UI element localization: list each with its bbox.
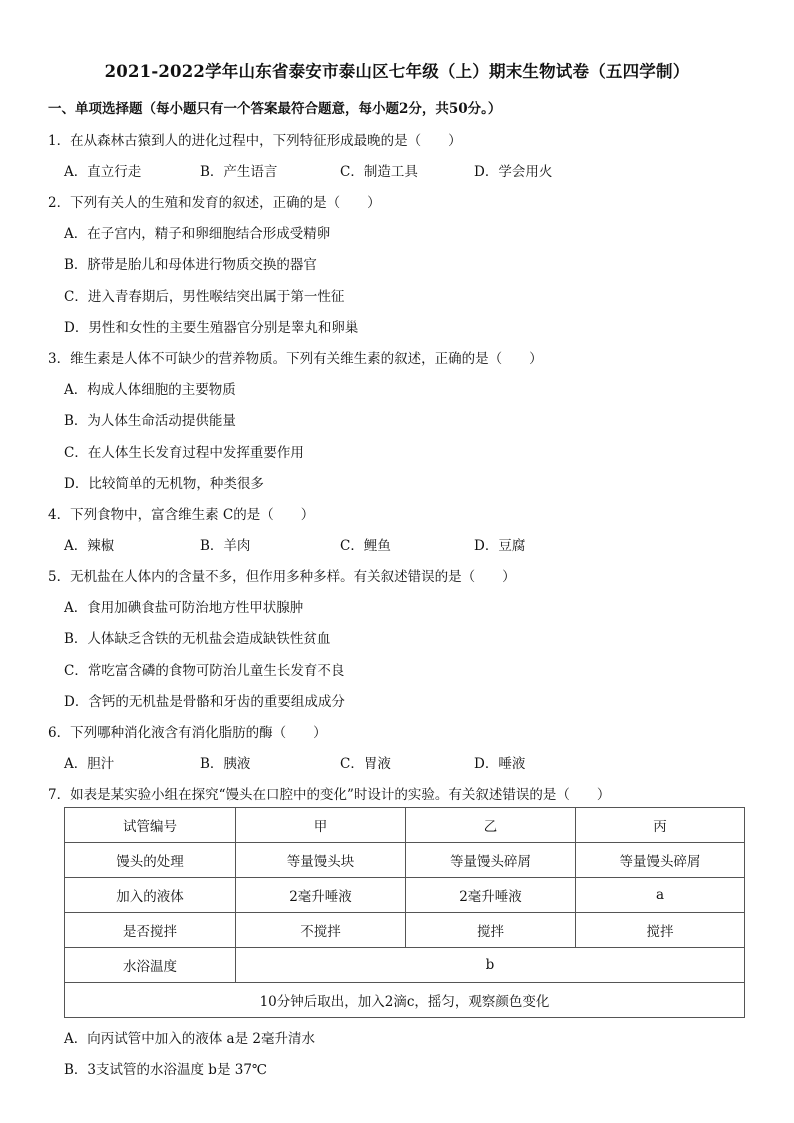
table-cell: 不搅拌 xyxy=(236,913,406,948)
table-cell: 搅拌 xyxy=(406,913,576,948)
table-footer-cell: 10分钟后取出，加入2滴c，摇匀，观察颜色变化 xyxy=(65,983,745,1018)
table-row xyxy=(65,878,745,913)
q5-option-c: C．常吃富含磷的食物可防治儿童生长发育不良 xyxy=(64,663,345,679)
q6-option-b: B．胰液 xyxy=(200,756,251,772)
table-cell: 2毫升唾液 xyxy=(406,878,576,913)
table-cell: 等量馒头碎屑 xyxy=(406,843,576,878)
q4-option-a: A．辣椒 xyxy=(64,538,115,554)
q2-option-c: C．进入青春期后，男性喉结突出属于第一性征 xyxy=(64,289,345,305)
q6-option-d: D．唾液 xyxy=(474,756,526,772)
table-row xyxy=(65,948,745,983)
q2-option-a: A．在子宫内，精子和卵细胞结合形成受精卵 xyxy=(64,226,331,242)
q3-option-c: C．在人体生长发育过程中发挥重要作用 xyxy=(64,445,304,461)
q4-option-d: D．豆腐 xyxy=(474,538,526,554)
q5-option-b: B．人体缺乏含铁的无机盐会造成缺铁性贫血 xyxy=(64,631,331,647)
q2-option-d: D．男性和女性的主要生殖器官分别是睾丸和卵巢 xyxy=(64,320,359,336)
table-header-cell: 乙 xyxy=(406,808,576,843)
q3-option-b: B．为人体生命活动提供能量 xyxy=(64,413,236,429)
q2-option-b: B．脐带是胎儿和母体进行物质交换的器官 xyxy=(64,257,317,273)
q3-option-d: D．比较简单的无机物，种类很多 xyxy=(64,476,264,492)
table-row xyxy=(65,913,745,948)
q1-option-a: A．直立行走 xyxy=(64,164,142,180)
question-3-stem: 3．维生素是人体不可缺少的营养物质。下列有关维生素的叙述，正确的是（ ） xyxy=(48,351,543,367)
q4-option-b: B．羊肉 xyxy=(200,538,251,554)
q4-option-c: C．鲤鱼 xyxy=(340,538,391,554)
table-header-row xyxy=(65,808,745,843)
table-cell: 搅拌 xyxy=(576,913,745,948)
page-title: 2021-2022学年山东省泰安市泰山区七年级（上）期末生物试卷（五四学制） xyxy=(104,62,690,81)
experiment-table xyxy=(64,807,745,1018)
q5-option-d: D．含钙的无机盐是骨骼和牙齿的重要组成成分 xyxy=(64,694,345,710)
table-footer-row xyxy=(65,983,745,1018)
table-cell: 2毫升唾液 xyxy=(236,878,406,913)
q1-option-c: C．制造工具 xyxy=(340,164,418,180)
table-cell: b xyxy=(236,948,745,983)
table-row xyxy=(65,843,745,878)
question-1-stem: 1．在从森林古猿到人的进化过程中，下列特征形成最晚的是（ ） xyxy=(48,133,462,149)
question-6-stem: 6．下列哪种消化液含有消化脂肪的酶（ ） xyxy=(48,725,327,741)
table-cell: 加入的液体 xyxy=(65,878,236,913)
table-cell: 水浴温度 xyxy=(65,948,236,983)
q1-option-b: B．产生语言 xyxy=(200,164,278,180)
table-cell: a xyxy=(576,878,745,913)
q1-option-d: D．学会用火 xyxy=(474,164,553,180)
table-cell: 是否搅拌 xyxy=(65,913,236,948)
q7-option-a: A．向丙试管中加入的液体 a是 2毫升清水 xyxy=(64,1031,315,1047)
section-heading: 一、单项选择题（每小题只有一个答案最符合题意，每小题2分，共50分。） xyxy=(48,101,502,117)
q3-option-a: A．构成人体细胞的主要物质 xyxy=(64,382,236,398)
q5-option-a: A．食用加碘食盐可防治地方性甲状腺肿 xyxy=(64,600,304,616)
table-header-cell: 甲 xyxy=(236,808,406,843)
table-header-cell: 试管编号 xyxy=(65,808,236,843)
q6-option-c: C．胃液 xyxy=(340,756,391,772)
table-cell: 等量馒头块 xyxy=(236,843,406,878)
q7-option-b: B．3支试管的水浴温度 b是 37℃ xyxy=(64,1062,268,1078)
question-5-stem: 5．无机盐在人体内的含量不多，但作用多种多样。有关叙述错误的是（ ） xyxy=(48,569,516,585)
question-2-stem: 2．下列有关人的生殖和发育的叙述，正确的是（ ） xyxy=(48,195,381,211)
table-cell: 馒头的处理 xyxy=(65,843,236,878)
q6-option-a: A．胆汁 xyxy=(64,756,115,772)
table-cell: 等量馒头碎屑 xyxy=(576,843,745,878)
table-header-cell: 丙 xyxy=(576,808,745,843)
question-4-stem: 4．下列食物中，富含维生素 C的是（ ） xyxy=(48,507,315,523)
question-7-stem: 7．如表是某实验小组在探究“馒头在口腔中的变化”时设计的实验。有关叙述错误的是（ ） xyxy=(48,787,611,803)
